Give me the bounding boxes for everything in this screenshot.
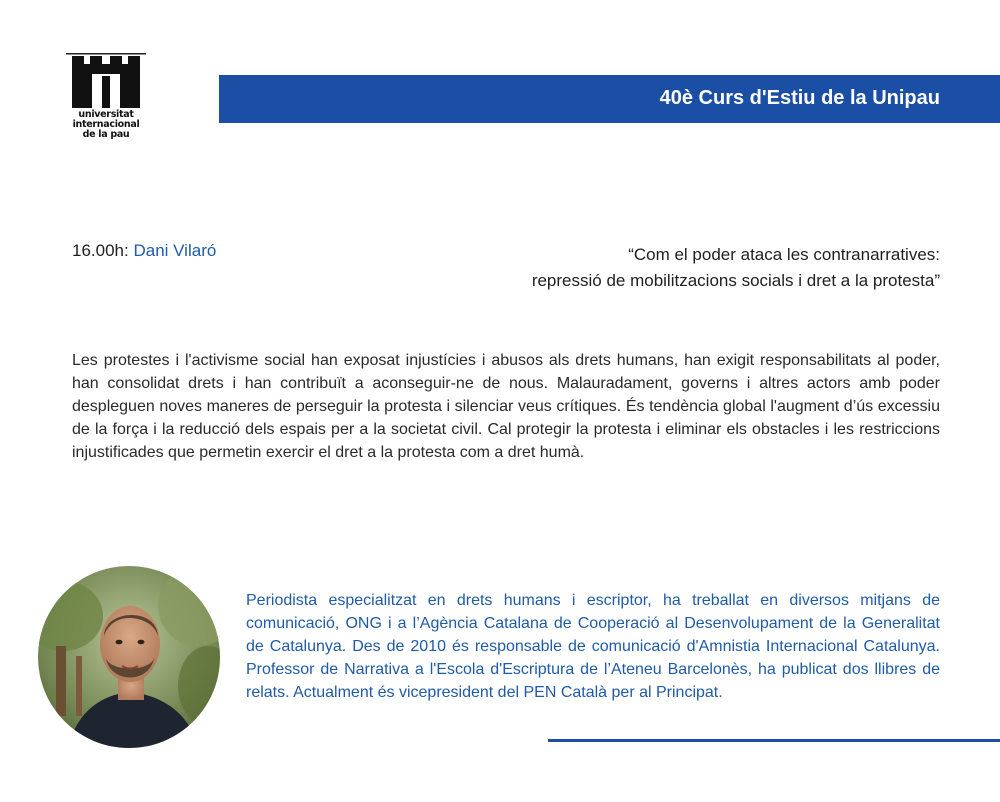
logo-wordmark (66, 110, 146, 140)
session-time-speaker (72, 241, 216, 261)
speaker-name: Dani Vilaró (133, 241, 217, 260)
logo-line-2: internacional (72, 119, 140, 130)
banner-title: 40è Curs d'Estiu de la Unipau (659, 87, 940, 109)
speaker-photo (38, 566, 220, 748)
logo-line-1: universitat (78, 109, 134, 120)
castle-tower-icon (66, 52, 146, 110)
talk-title-line-2: repressió de mobilitzacions socials i dret a la protesta” (531, 271, 940, 290)
talk-title (380, 242, 940, 294)
university-logo (66, 52, 146, 147)
speaker-bio: Periodista especialitzat en drets humans i escriptor, ha treballat en diversos mitjans de comunicació, ONG i a l’Agència Catalana de Cooperació al Desenvolupament de la Generalitat de Catalunya. Des de 2010 és responsable de comunicació d'Amnistia Internacional Catalunya. Professor de Narrativa a l'Escola d'Escriptura de l’Ateneu Barcelonès, ha publicat dos llibres de relats. Actualment és vicepresident del PEN Català per al Principat. (246, 592, 940, 701)
logo-line-3: de la pau (82, 129, 130, 140)
footer-divider (548, 739, 1000, 742)
session-description: Les protestes i l'activisme social han exposat injustícies i abusos als drets humans, han exigit responsabilitats al poder, han consolidat drets i han contribuït a aconseguir-ne de nous. Malauradament, governs i altres actors amb poder despleguen noves maneres de perseguir la protesta i silenciar veus crítiques. És tendència global l'augment d’ús excessiu de la força i la reducció dels espais per a la societat civil. Cal protegir la protesta i eliminar els obstacles i les restriccions injustificades que permetin exercir el dret a la protesta com a dret humà. (72, 352, 940, 461)
session-time: 16.00h: (72, 241, 129, 260)
talk-title-line-1: “Com el poder ataca les contranarratives: (628, 245, 940, 264)
header-banner (219, 75, 1000, 123)
